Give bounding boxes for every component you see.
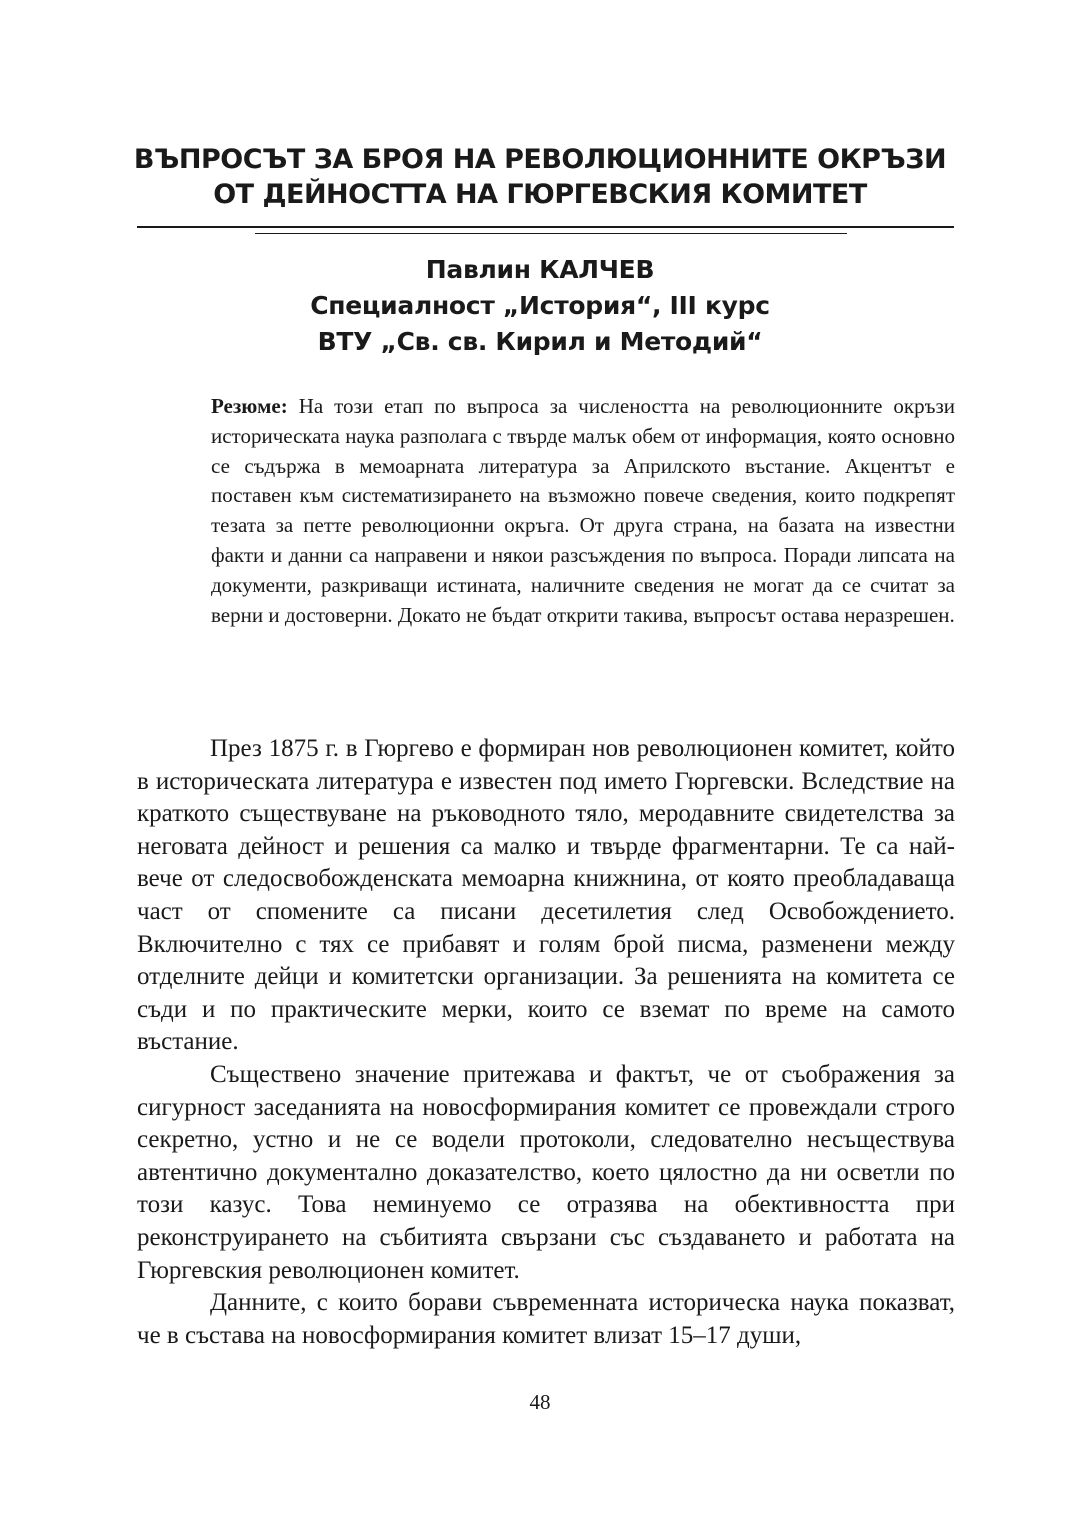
author-block bbox=[100, 252, 980, 360]
title-rule-thick bbox=[137, 226, 954, 228]
author-specialty: Специалност „История“, III курс bbox=[310, 291, 770, 320]
body-paragraph-2: Съществено значение притежава и фактът, че от съображения за сигурност заседанията на новосформирания комитет се провеждали строго секретно, устно и не се водели протоколи, следователно несъществува автентично документално доказателство, което цялостно да ни осветли по този казус. Това неминуемо се отразява на обективността при реконструирането на събитията свързани със създаването и работата на Гюргевския революционен комитет. bbox=[137, 1060, 955, 1284]
page-number: 48 bbox=[529, 1390, 551, 1414]
author-university: ВТУ „Св. св. Кирил и Методий“ bbox=[317, 327, 763, 356]
article-title-line-1: ВЪПРОСЪТ ЗА БРОЯ НА РЕВОЛЮЦИОННИТЕ ОКРЪЗИ bbox=[133, 144, 947, 175]
abstract-text: На този етап по въпроса за числеността на революционните окръзи историческата наука разполага с твърде малък обем от информация, която основно се съдържа в мемоарната литература за Априлското въстание. Акцентът е поставен към систематизирането на възможно повече сведения, които подкрепят тезата за петте революционни окръга. От друга страна, на базата на известни факти и данни са направени и някои разсъждения по въпроса. Поради липсата на документи, разкриващи истината, наличните сведения не могат да се считат за верни и достоверни. Докато не бъдат открити такива, въпросът остава неразрешен. bbox=[211, 394, 956, 627]
body-paragraph-1: През 1875 г. в Гюргево е формиран нов революционен комитет, който в историческата литература е известен под името Гюргевски. Вследствие на краткото съществуване на ръководното тяло, меродавните свидетелства за неговата дейност и решения са малко и твърде фрагментарни. Те са най-вече от следосвобожденската мемоарна книжнина, от която преобладаваща част от спомените са писани десетилетия след Освобождението. Включително с тях се прибавят и голям брой писма, разменени между отделните дейци и комитетски организации. За решенията на комитета се съди и по практическите мерки, които се вземат по време на самото въстание. bbox=[137, 735, 955, 1056]
article-title-line-2: ОТ ДЕЙНОСТТА НА ГЮРГЕВСКИЯ КОМИТЕТ bbox=[213, 179, 867, 210]
author-name: Павлин КАЛЧЕВ bbox=[425, 255, 655, 284]
body-paragraph-3: Данните, с които борави съвременната историческа наука показват, че в състава на новосформирания комитет влизат 15–17 души, bbox=[137, 1289, 955, 1349]
abstract bbox=[211, 392, 955, 630]
abstract-label: Резюме: bbox=[211, 394, 288, 418]
article-title bbox=[100, 142, 980, 212]
title-rule-thin bbox=[255, 233, 847, 234]
body-text bbox=[137, 733, 955, 1352]
